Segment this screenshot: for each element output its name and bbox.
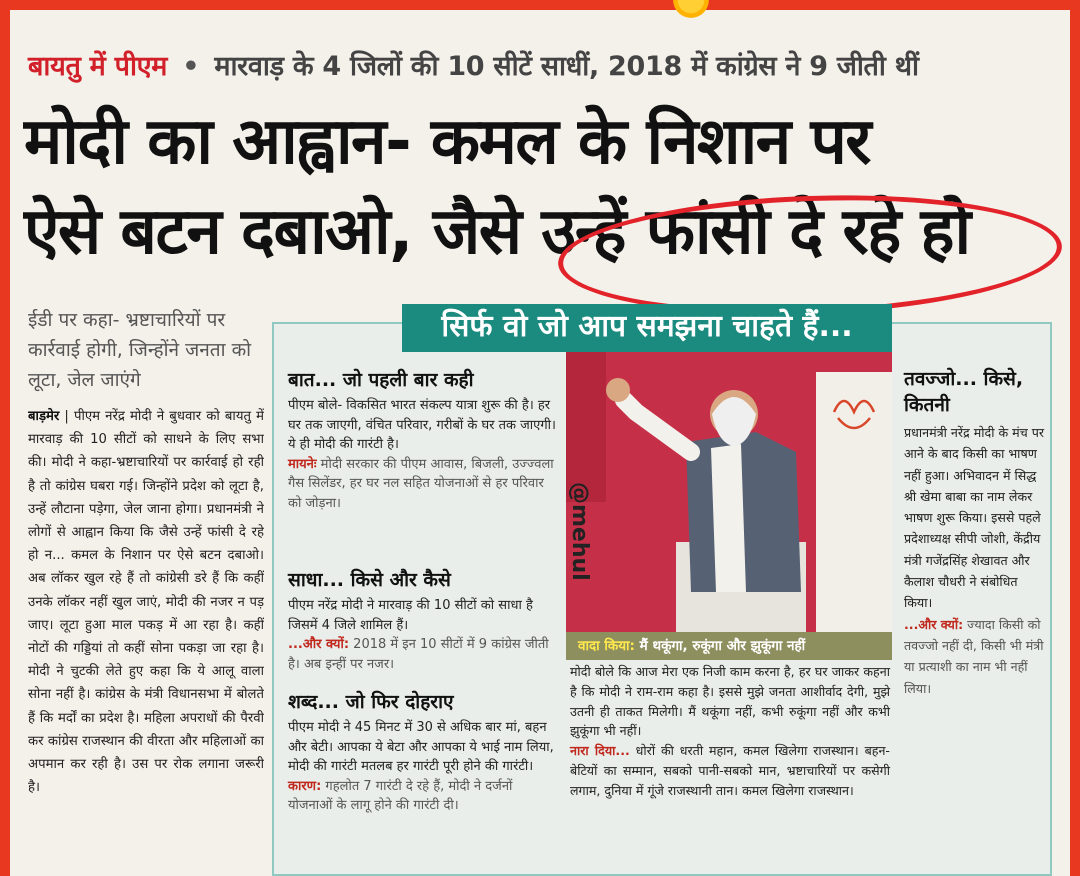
caption-paragraph: मोदी बोले कि आज मेरा एक निजी काम करना है, हर घर जाकर कहना है कि मोदी ने राम-राम कहा है। इससे मुझे जनता आशीर्वाद देगी, मुझे उतनी ही ताकत मिलेगी। मैं थकूंगा नहीं, कभी रुकूंगा नहीं और कभी झुकूंगा भी नहीं। (570, 664, 890, 739)
explainer-box-title: सिर्फ वो जो आप समझना चाहते हैं... (402, 304, 892, 352)
left-article-body (28, 405, 264, 875)
photo-illustration (566, 352, 892, 632)
slogan-tag: नारा दिया... (570, 743, 630, 759)
section-heading: शब्द... जो फिर दोहराए (288, 691, 454, 713)
section-text: पीएम मोदी ने 45 मिनट में 30 से अधिक बार मां, बहन और बेटी। आपका ये बेटा और आपका ये भाई नाम लिया, मोदी की गारंटी मतलब हर गारंटी पूरी होने की गारंटी। (288, 720, 554, 774)
news-photo (566, 352, 892, 632)
section-text: पीएम नरेंद्र मोदी ने मारवाड़ की 10 सीटों को साधा है जिसमें 4 जिले शामिल हैं। (288, 598, 533, 633)
watermark (568, 482, 594, 622)
section-note (288, 455, 558, 514)
section-tavajjo (904, 366, 1044, 699)
section-saadha (288, 566, 558, 674)
dateline: बाड़मेर (28, 409, 60, 424)
headline-line-2: ऐसे बटन दबाओ, जैसे उन्हें फांसी दे रहे हो (24, 195, 970, 269)
kicker-separator: • (182, 51, 200, 82)
section-text: पीएम बोले- विकसित भारत संकल्प यात्रा शुरू की है। हर घर तक जाएगी, वंचित परिवार, गरीबों के घर तक जाएगी। ये ही मोदी की गारंटी है। (288, 398, 556, 452)
section-shabd (288, 688, 558, 816)
section-note (288, 635, 558, 674)
section-text: प्रधानमंत्री नरेंद्र मोदी के मंच पर आने के बाद किसी का भाषण नहीं हुआ। अभिवादन में सिद्ध श्री खेमा बाबा का नाम लेकर भाषण शुरू किया। इससे पहले प्रदेशाध्यक्ष सीपी जोशी, केंद्रीय मंत्री गजेंद्रसिंह शेखावत और कैलाश चौधरी ने संबोधित किया। (904, 425, 1044, 611)
sun-logo (668, 0, 714, 18)
section-baat (288, 366, 558, 513)
section-tag: ...और क्यों: (288, 637, 350, 652)
section-heading: साधा... किसे और कैसे (288, 569, 451, 591)
slogan-text: धोरों की धरती महान, कमल खिलेगा राजस्थान। बहन-बेटियों का सम्मान, सबको पानी-सबको मान, भ्रष्टाचारियों पर कसेगी लगाम, दुनिया में गूंजे राजस्थानी तान। कमल खिलेगा राजस्थान। (570, 743, 890, 798)
section-note (288, 777, 558, 816)
left-deck: ईडी पर कहा- भ्रष्टाचारियों पर कार्रवाई होगी, जिन्होंने जनता को लूटा, जेल जाएंगे (28, 309, 252, 391)
section-tag-text: गहलोत 7 गारंटी दे रहे हैं, मोदी ने दर्जनों योजनाओं के लागू होने की गारंटी दी। (288, 778, 513, 813)
section-tag-text: मोदी सरकार की पीएम आवास, बिजली, उज्ज्वला गैस सिलेंडर, हर घर नल सहित योजनाओं से हर परिवार को जोड़ना। (288, 456, 554, 511)
section-note (904, 614, 1044, 699)
section-tag: कारण: (288, 778, 322, 794)
promise-banner (566, 632, 892, 660)
left-body-text: | पीएम नरेंद्र मोदी ने बुधवार को बायतु में मारवाड़ की 10 सीटों को साधने के लिए सभा की। मोदी ने कहा-भ्रष्टाचारियों पर कार्रवाई हो रही है तो कांग्रेस घबरा गई। जिन्होंने प्रदेश को लूटा है, उन्हें लौटाना पड़ेगा, जेल जाना होगा। प्रधानमंत्री ने लोगों से आह्वान किया कि जैसे उन्हें फांसी दे रहे हो न... कमल के निशान पर ऐसे बटन दबाओ। अब लॉकर खुल रहे हैं तो कांग्रेसी डरे हैं कि कहीं उनके लॉकर नहीं खुल जाएं, मोदी की नजर न पड़ जाए। लूटा हुआ माल पकड़ में आ रहा है। कहीं नोटों की गड्डियां तो कहीं सोना पकड़ा जा रहा है। मोदी ने चुटकी लेते हुए कहा कि ये आलू वाला सोना नहीं है। कांग्रेस के मंत्री विधानसभा में बोलते हैं कि मर्दों का प्रदेश है। महिला अपराधों की पैरवी कर कांग्रेस राजस्थान की वीरता और महिलाओं का अपमान कर रही है। उस पर रोक लगाना जरूरी है। (28, 409, 264, 796)
section-tag: ...और क्यों: (904, 616, 964, 632)
section-tag-text: ज्यादा किसी को तवज्जो नहीं दी, किसी भी मंत्री या प्रत्याशी का नाम भी नहीं लिया। (904, 616, 1044, 696)
watermark-text: @mehul (567, 482, 592, 581)
section-tag: मायनेः (288, 456, 317, 472)
kicker-text: मारवाड़ के 4 जिलों की 10 सीटें साधीं, 2018 में कांग्रेस ने 9 जीती थीं (214, 51, 919, 82)
section-heading: तवज्जो... किसे, कितनी (904, 368, 1024, 416)
section-heading: बात... जो पहली बार कही (288, 369, 474, 391)
photo-caption-text (570, 662, 890, 801)
promise-text: मैं थकूंगा, रुकूंगा और झुकूंगा नहीं (639, 638, 806, 654)
promise-label: वादा किया: (578, 638, 635, 654)
kicker (28, 46, 1058, 90)
kicker-label: बायतु में पीएम (28, 51, 168, 82)
section-tag-text: 2018 में इन 10 सीटों में 9 कांग्रेस जीती है। अब इन्हीं पर नजर। (288, 637, 549, 672)
headline-line-1: मोदी का आह्वान- कमल के निशान पर (24, 105, 870, 179)
